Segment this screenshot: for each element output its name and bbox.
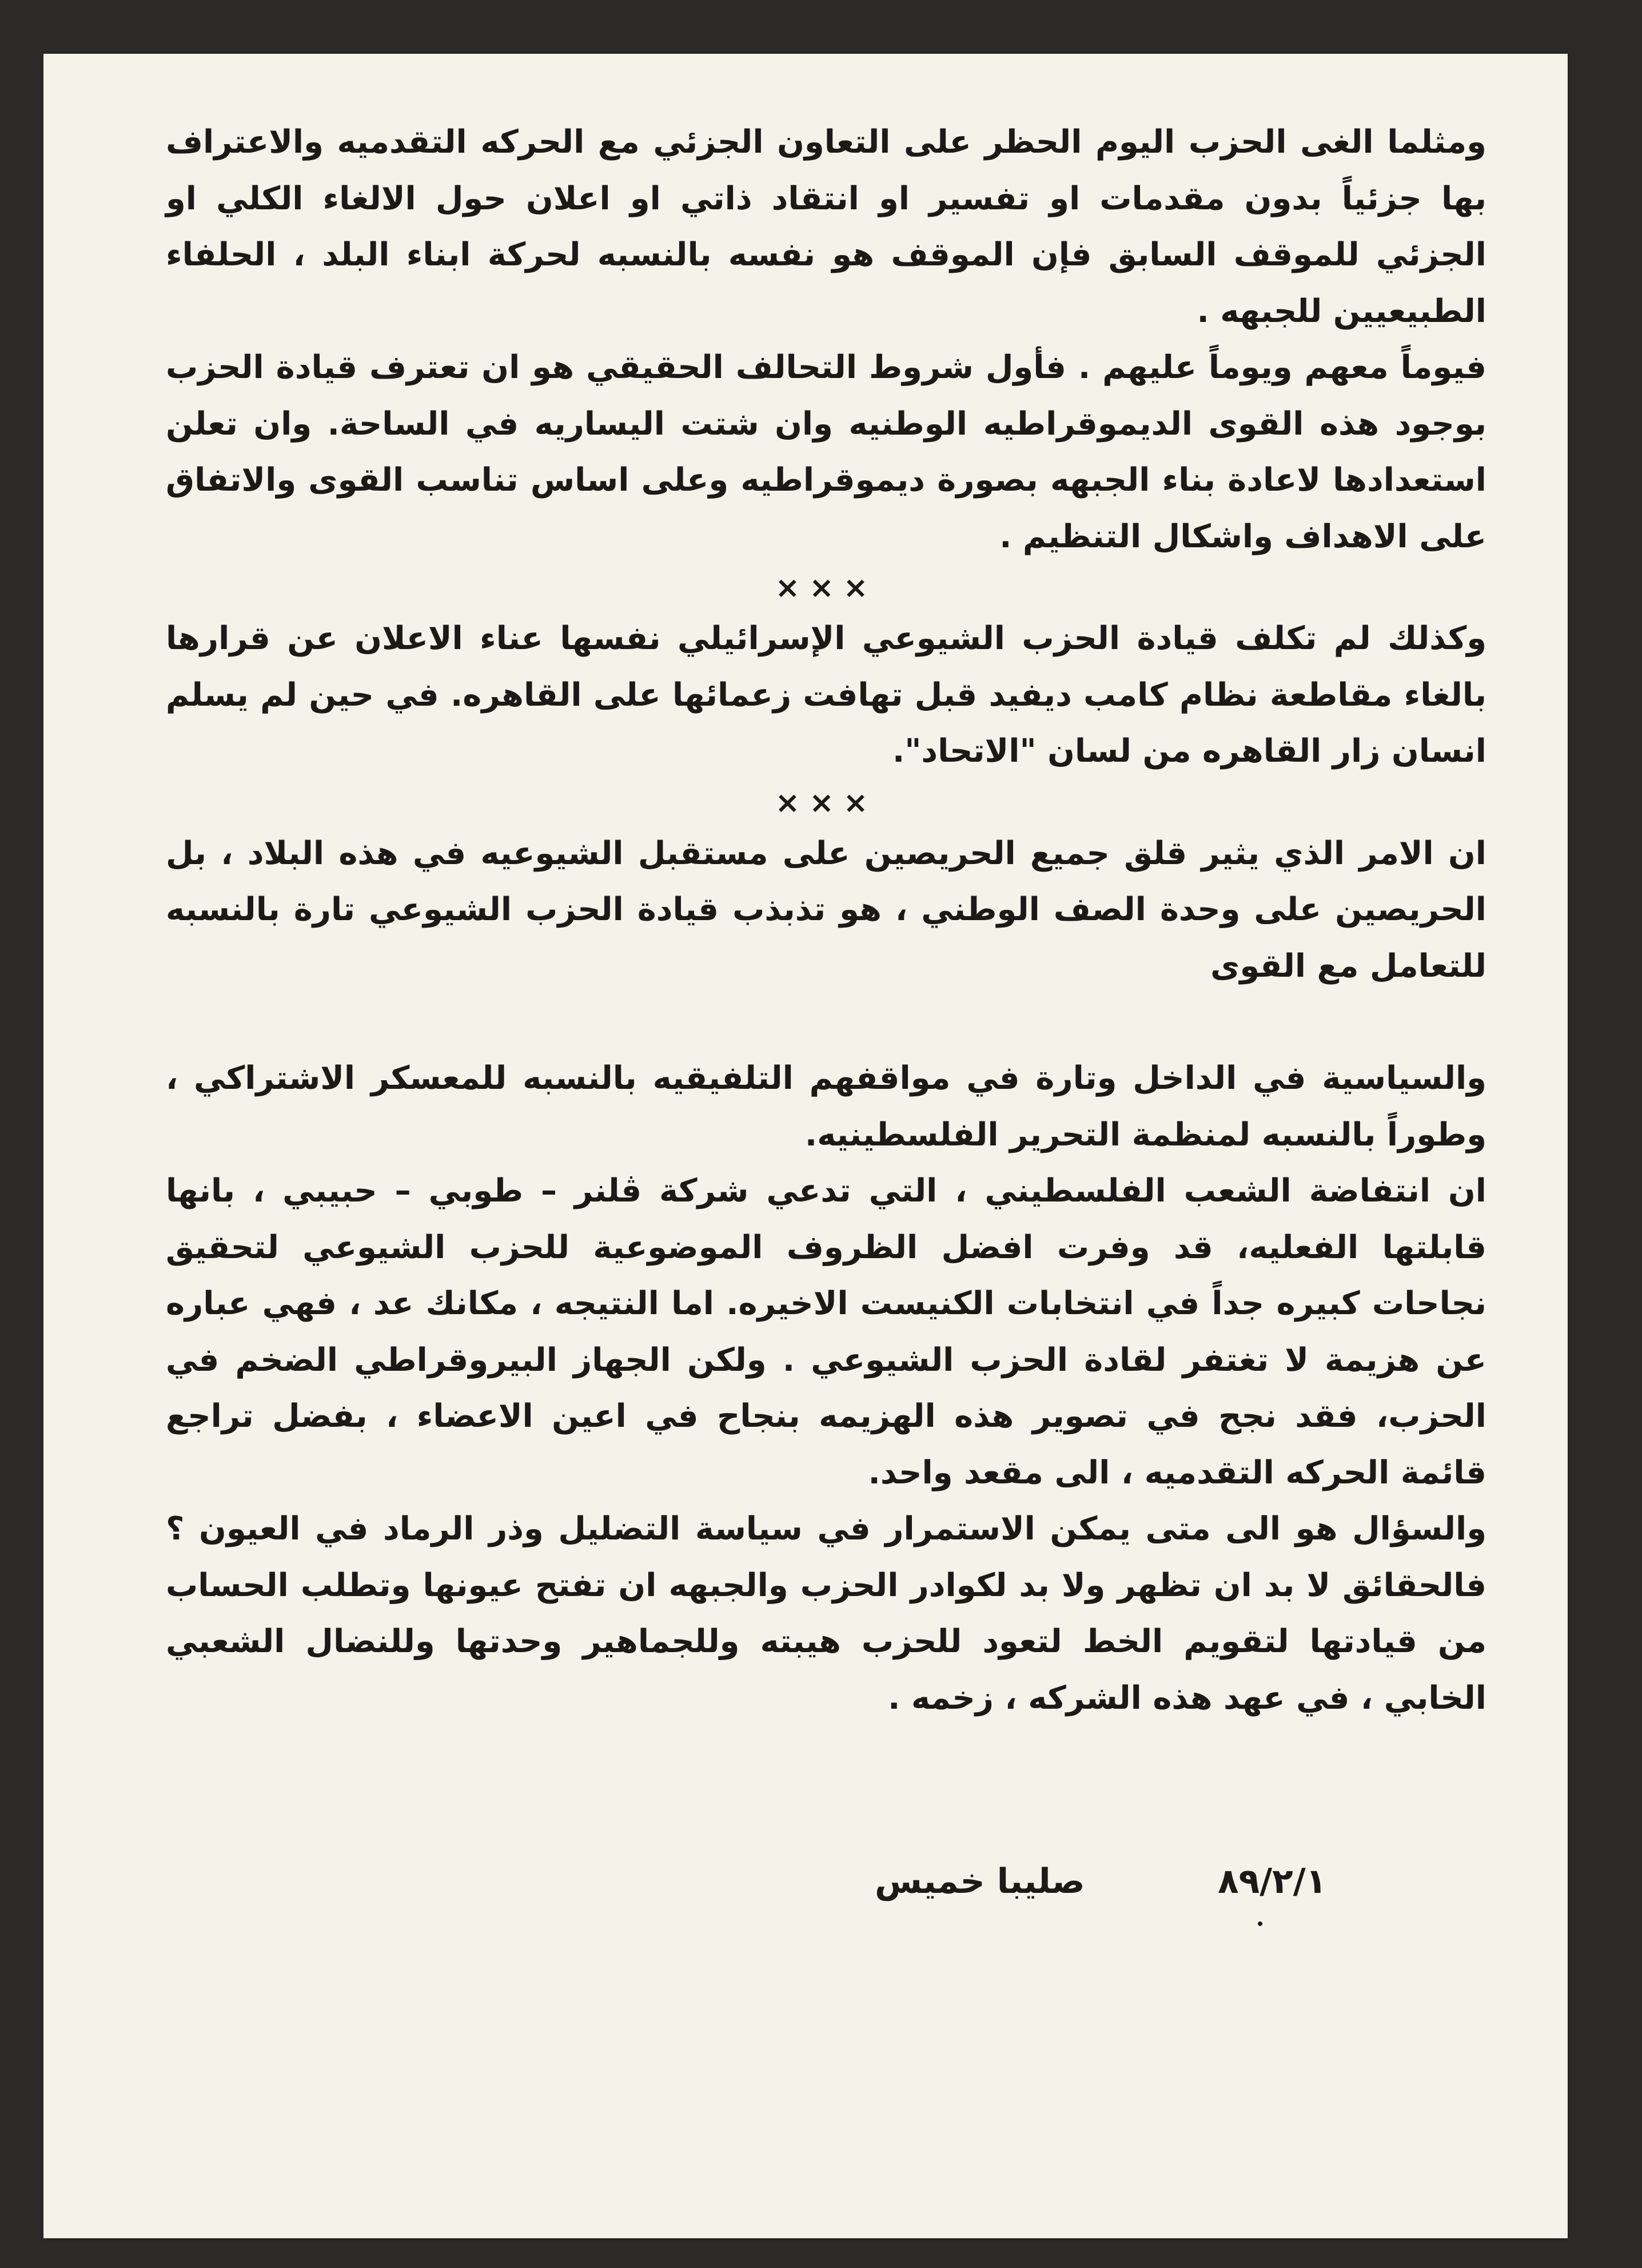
paragraph-7: والسؤال هو الى متى يمكن الاستمرار في سياسة التضليل وذر الرماد في العيون ؟ فالحقائق لا بد ان تظهر ولا بد لكوادر الحزب والجبهه ان تفتح عيونها وتطلب الحساب من قيادتها لتقويم الخط لتعود للحزب هيبته وللجماهير وحدتها وللنضال الشعبي الخابي ، في عهد هذه الشركه ، زخمه .: [166, 1510, 1486, 1717]
paragraph-5: والسياسية في الداخل وتارة في مواقفهم التلفيقيه بالنسبه للمعسكر الاشتراكي ، وطوراً بالنسبه لمنظمة التحرير الفلسطينيه.: [166, 1060, 1486, 1153]
paragraph-3: وكذلك لم تكلف قيادة الحزب الشيوعي الإسرائيلي نفسها عناء الاعلان عن قرارها بالغاء مقاطعة نظام كامب ديفيد قبل تهافت زعمائها على القاهره. في حين لم يسلم انسان زار القاهره من لسان "الاتحاد".: [166, 620, 1486, 770]
letter-body: [166, 114, 1486, 1726]
section-separator-2: ×××: [775, 785, 878, 820]
ink-dot: [1258, 1921, 1262, 1926]
signature-date: ٨٩/٢/١: [1218, 1861, 1327, 1901]
signature-name: صليبا خميس: [875, 1861, 1085, 1901]
section-separator-1: ×××: [775, 571, 878, 605]
paragraph-6: ان انتفاضة الشعب الفلسطيني ، التي تدعي شركة ڤلنر – طوبي – حبيبي ، بانها قابلتها الفعليه، قد وفرت افضل الظروف الموضوعية للحزب الشيوعي لتحقيق نجاحات كبيره جداً في انتخابات الكنيست الاخيره. اما النتيجه ، مكانك عد ، فهي عباره عن هزيمة لا تغتفر لقادة الحزب الشيوعي . ولكن الجهاز البيروقراطي الضخم في الحزب، فقد نجح في تصوير هذه الهزيمه بنجاح في اعين الاعضاء ، بفضل تراجع قائمة الحركه التقدميه ، الى مقعد واحد.: [166, 1172, 1486, 1491]
paragraph-2: فيوماً معهم ويوماً عليهم . فأول شروط التحالف الحقيقي هو ان تعترف قيادة الحزب بوجود هذه القوى الديموقراطيه الوطنيه وان شتت اليساريه في الساحة. وان تعلن استعدادها لاعادة بناء الجبهه بصورة ديموقراطيه وعلى اساس تناسب القوى والاتفاق على الاهداف واشكال التنظيم .: [166, 349, 1486, 555]
paragraph-1: ومثلما الغى الحزب اليوم الحظر على التعاون الجزئي مع الحركه التقدميه والاعتراف بها جزئياً بدون مقدمات او تفسير او انتقاد ذاتي او اعلان حول الالغاء الكلي او الجزئي للموقف السابق فإن الموقف هو نفسه بالنسبه لحركة ابناء البلد ، الحلفاء الطبيعيين للجبهه .: [166, 124, 1486, 330]
paragraph-4: ان الامر الذي يثير قلق جميع الحريصين على مستقبل الشيوعيه في هذه البلاد ، بل الحريصين على وحدة الصف الوطني ، هو تذبذب قيادة الحزب الشيوعي تارة بالنسبه للتعامل مع القوى: [166, 834, 1486, 985]
